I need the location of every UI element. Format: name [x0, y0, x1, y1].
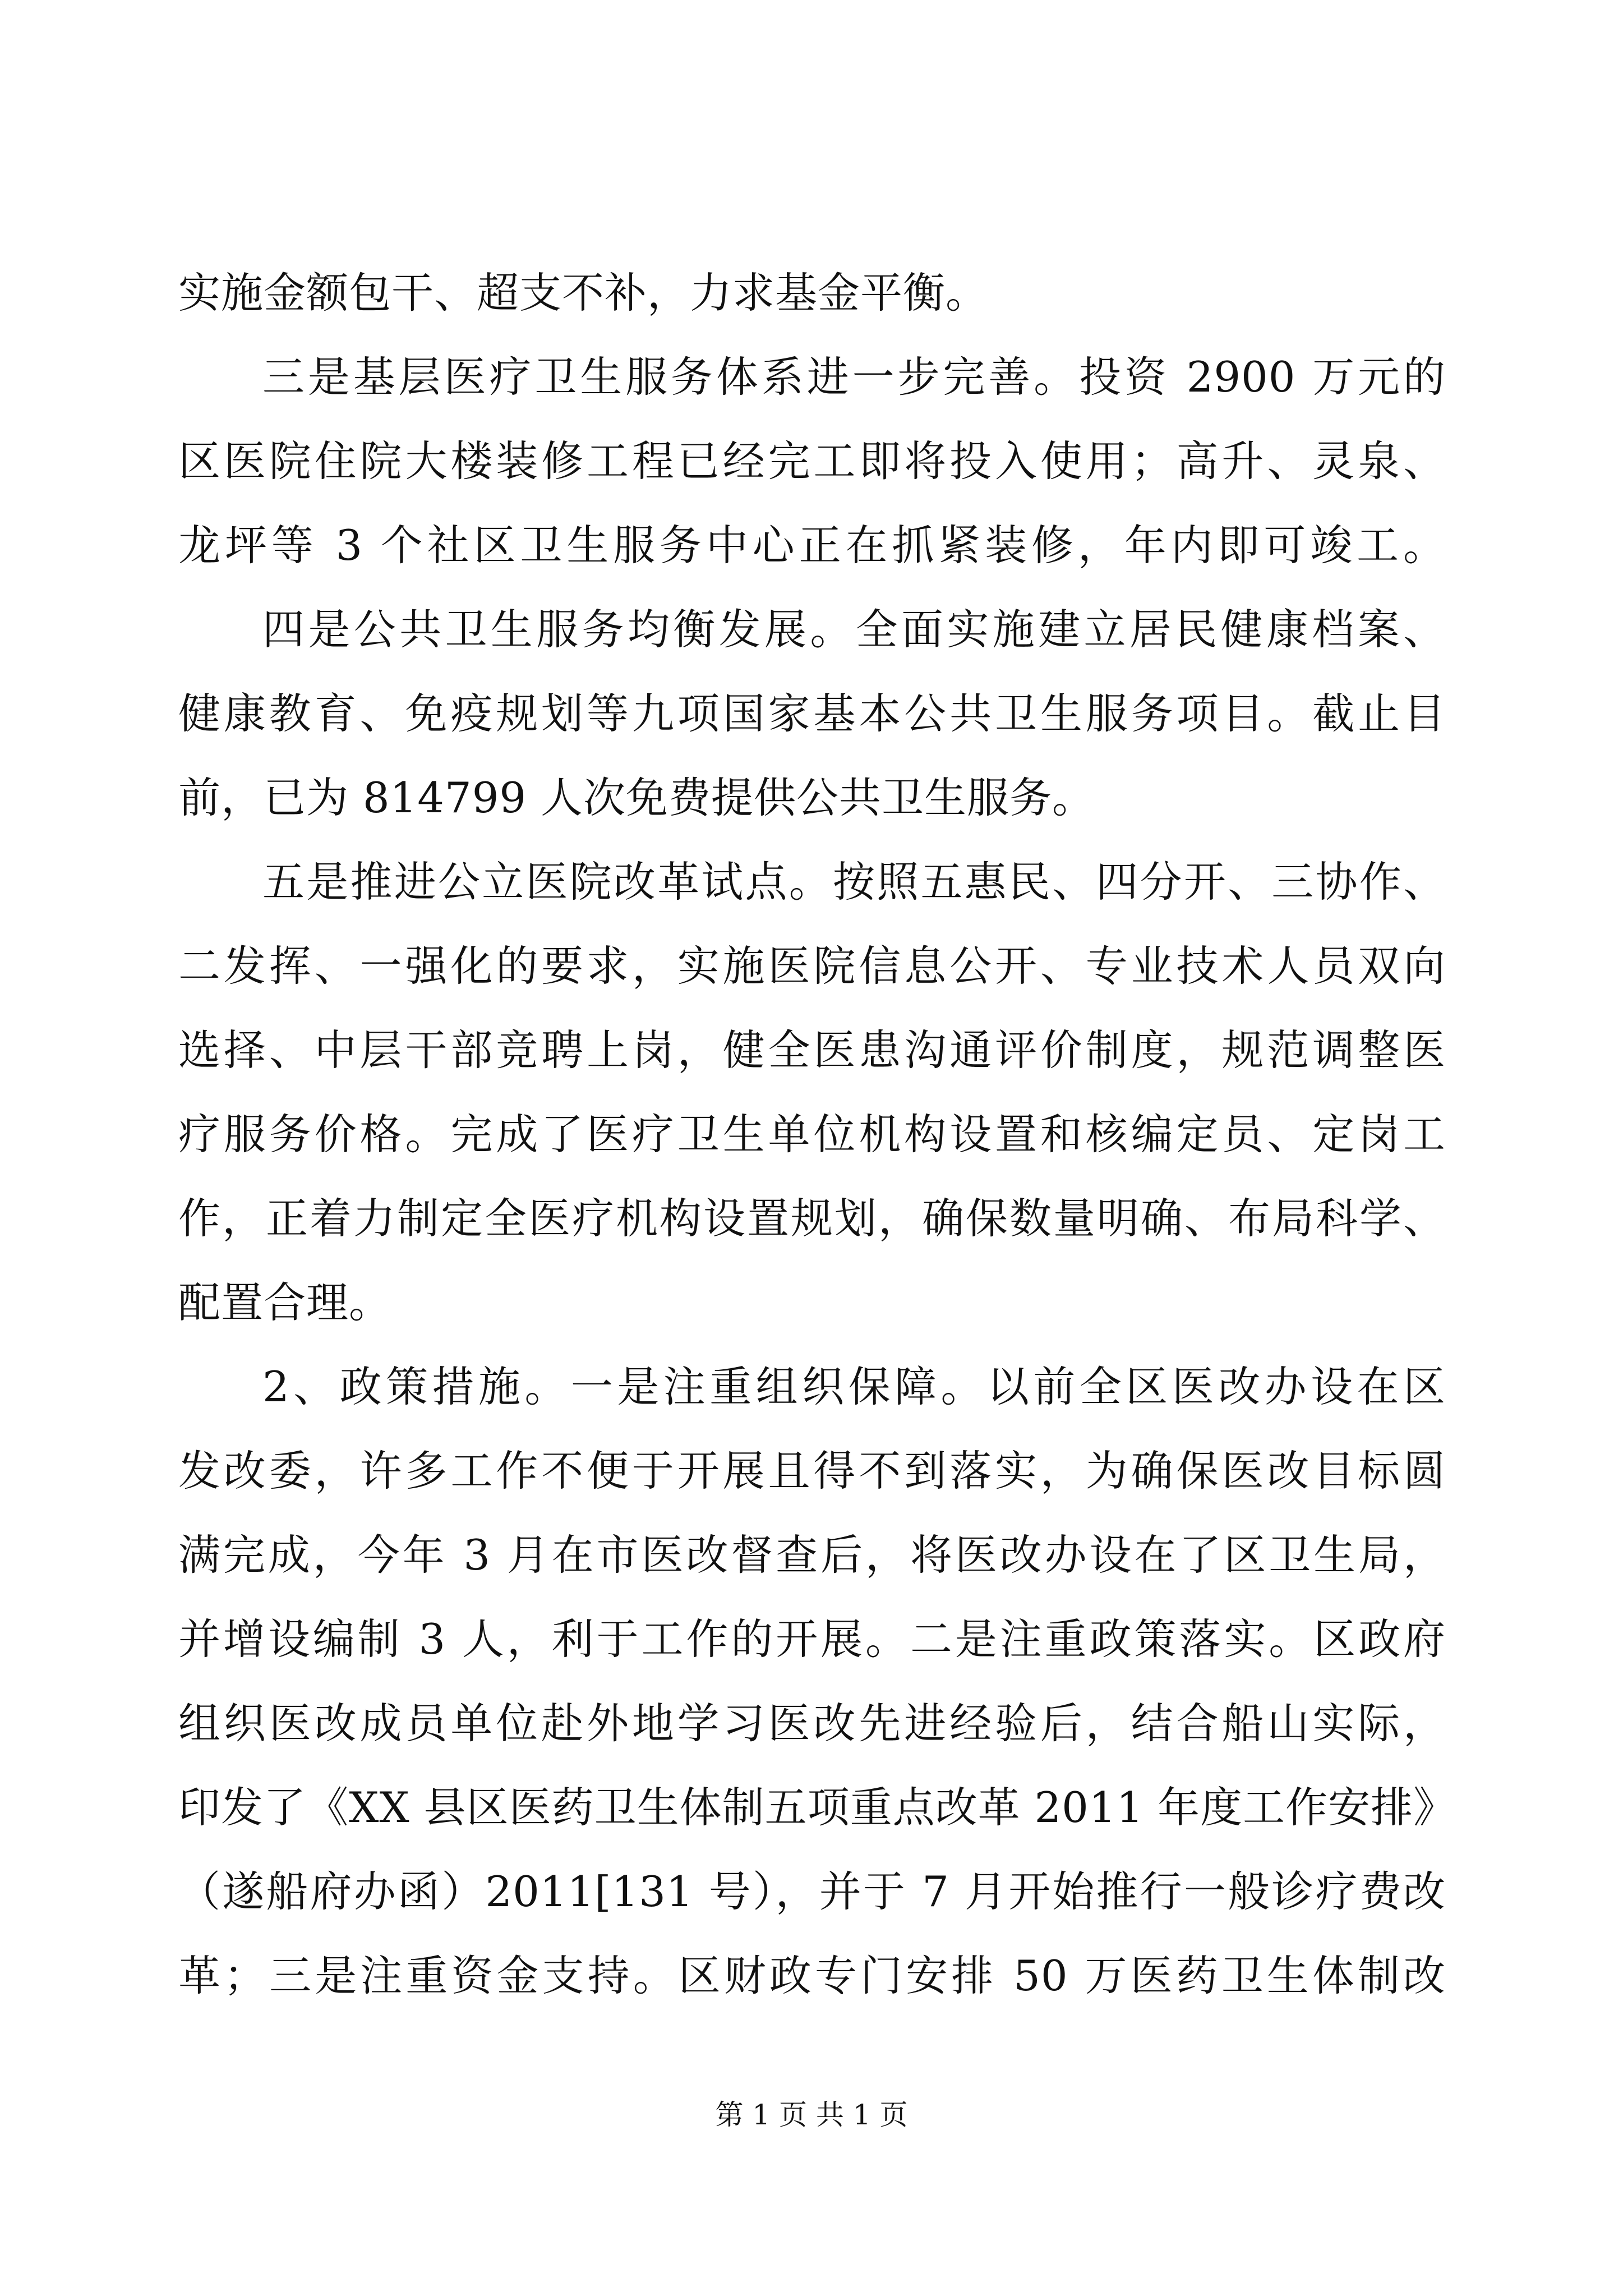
text-line: 龙坪等 3 个社区卫生服务中心正在抓紧装修，年内即可竣工。 — [178, 521, 1446, 570]
text-line: 作，正着力制定全医疗机构设置规划，确保数量明确、布局科学、 — [178, 1194, 1446, 1243]
text-line: 二发挥、一强化的要求，实施医院信息公开、专业技术人员双向 — [178, 941, 1446, 991]
text-line: 四是公共卫生服务均衡发展。全面实施建立居民健康档案、 — [262, 605, 1446, 654]
text-line: 五是推进公立医院改革试点。按照五惠民、四分开、三协作、 — [262, 857, 1446, 907]
text-line: 配置合理。 — [178, 1278, 392, 1327]
text-line: 疗服务价格。完成了医疗卫生单位机构设置和核编定员、定岗工 — [178, 1110, 1446, 1159]
text-line: 发改委，许多工作不便于开展且得不到落实，为确保医改目标圆 — [178, 1446, 1446, 1496]
text-line: 并增设编制 3 人，利于工作的开展。二是注重政策落实。区政府 — [178, 1614, 1446, 1664]
text-line: （遂船府办函）2011[131 号），并于 7 月开始推行一般诊疗费改 — [178, 1867, 1446, 1916]
text-line: 前，已为 814799 人次免费提供公共卫生服务。 — [178, 773, 1095, 822]
page-footer: 第 1 页 共 1 页 — [715, 2099, 908, 2131]
text-line: 选择、中层干部竞聘上岗，健全医患沟通评价制度，规范调整医 — [178, 1025, 1446, 1075]
text-line: 区医院住院大楼装修工程已经完工即将投入使用；高升、灵泉、 — [178, 436, 1446, 486]
text-line: 印发了《XX 县区医药卫生体制五项重点改革 2011 年度工作安排》 — [178, 1783, 1456, 1832]
text-line: 革；三是注重资金支持。区财政专门安排 50 万医药卫生体制改 — [178, 1951, 1446, 2000]
text-line: 三是基层医疗卫生服务体系进一步完善。投资 2900 万元的 — [262, 352, 1446, 402]
text-line: 2、政策措施。一是注重组织保障。以前全区医改办设在区 — [262, 1362, 1446, 1411]
text-line: 组织医改成员单位赴外地学习医改先进经验后，结合船山实际， — [178, 1699, 1446, 1748]
text-line: 健康教育、免疫规划等九项国家基本公共卫生服务项目。截止目 — [178, 689, 1446, 738]
document-body — [178, 251, 1456, 2018]
text-line: 实施金额包干、超支不补，力求基金平衡。 — [178, 268, 989, 318]
text-line: 满完成，今年 3 月在市医改督查后，将医改办设在了区卫生局， — [178, 1530, 1446, 1580]
